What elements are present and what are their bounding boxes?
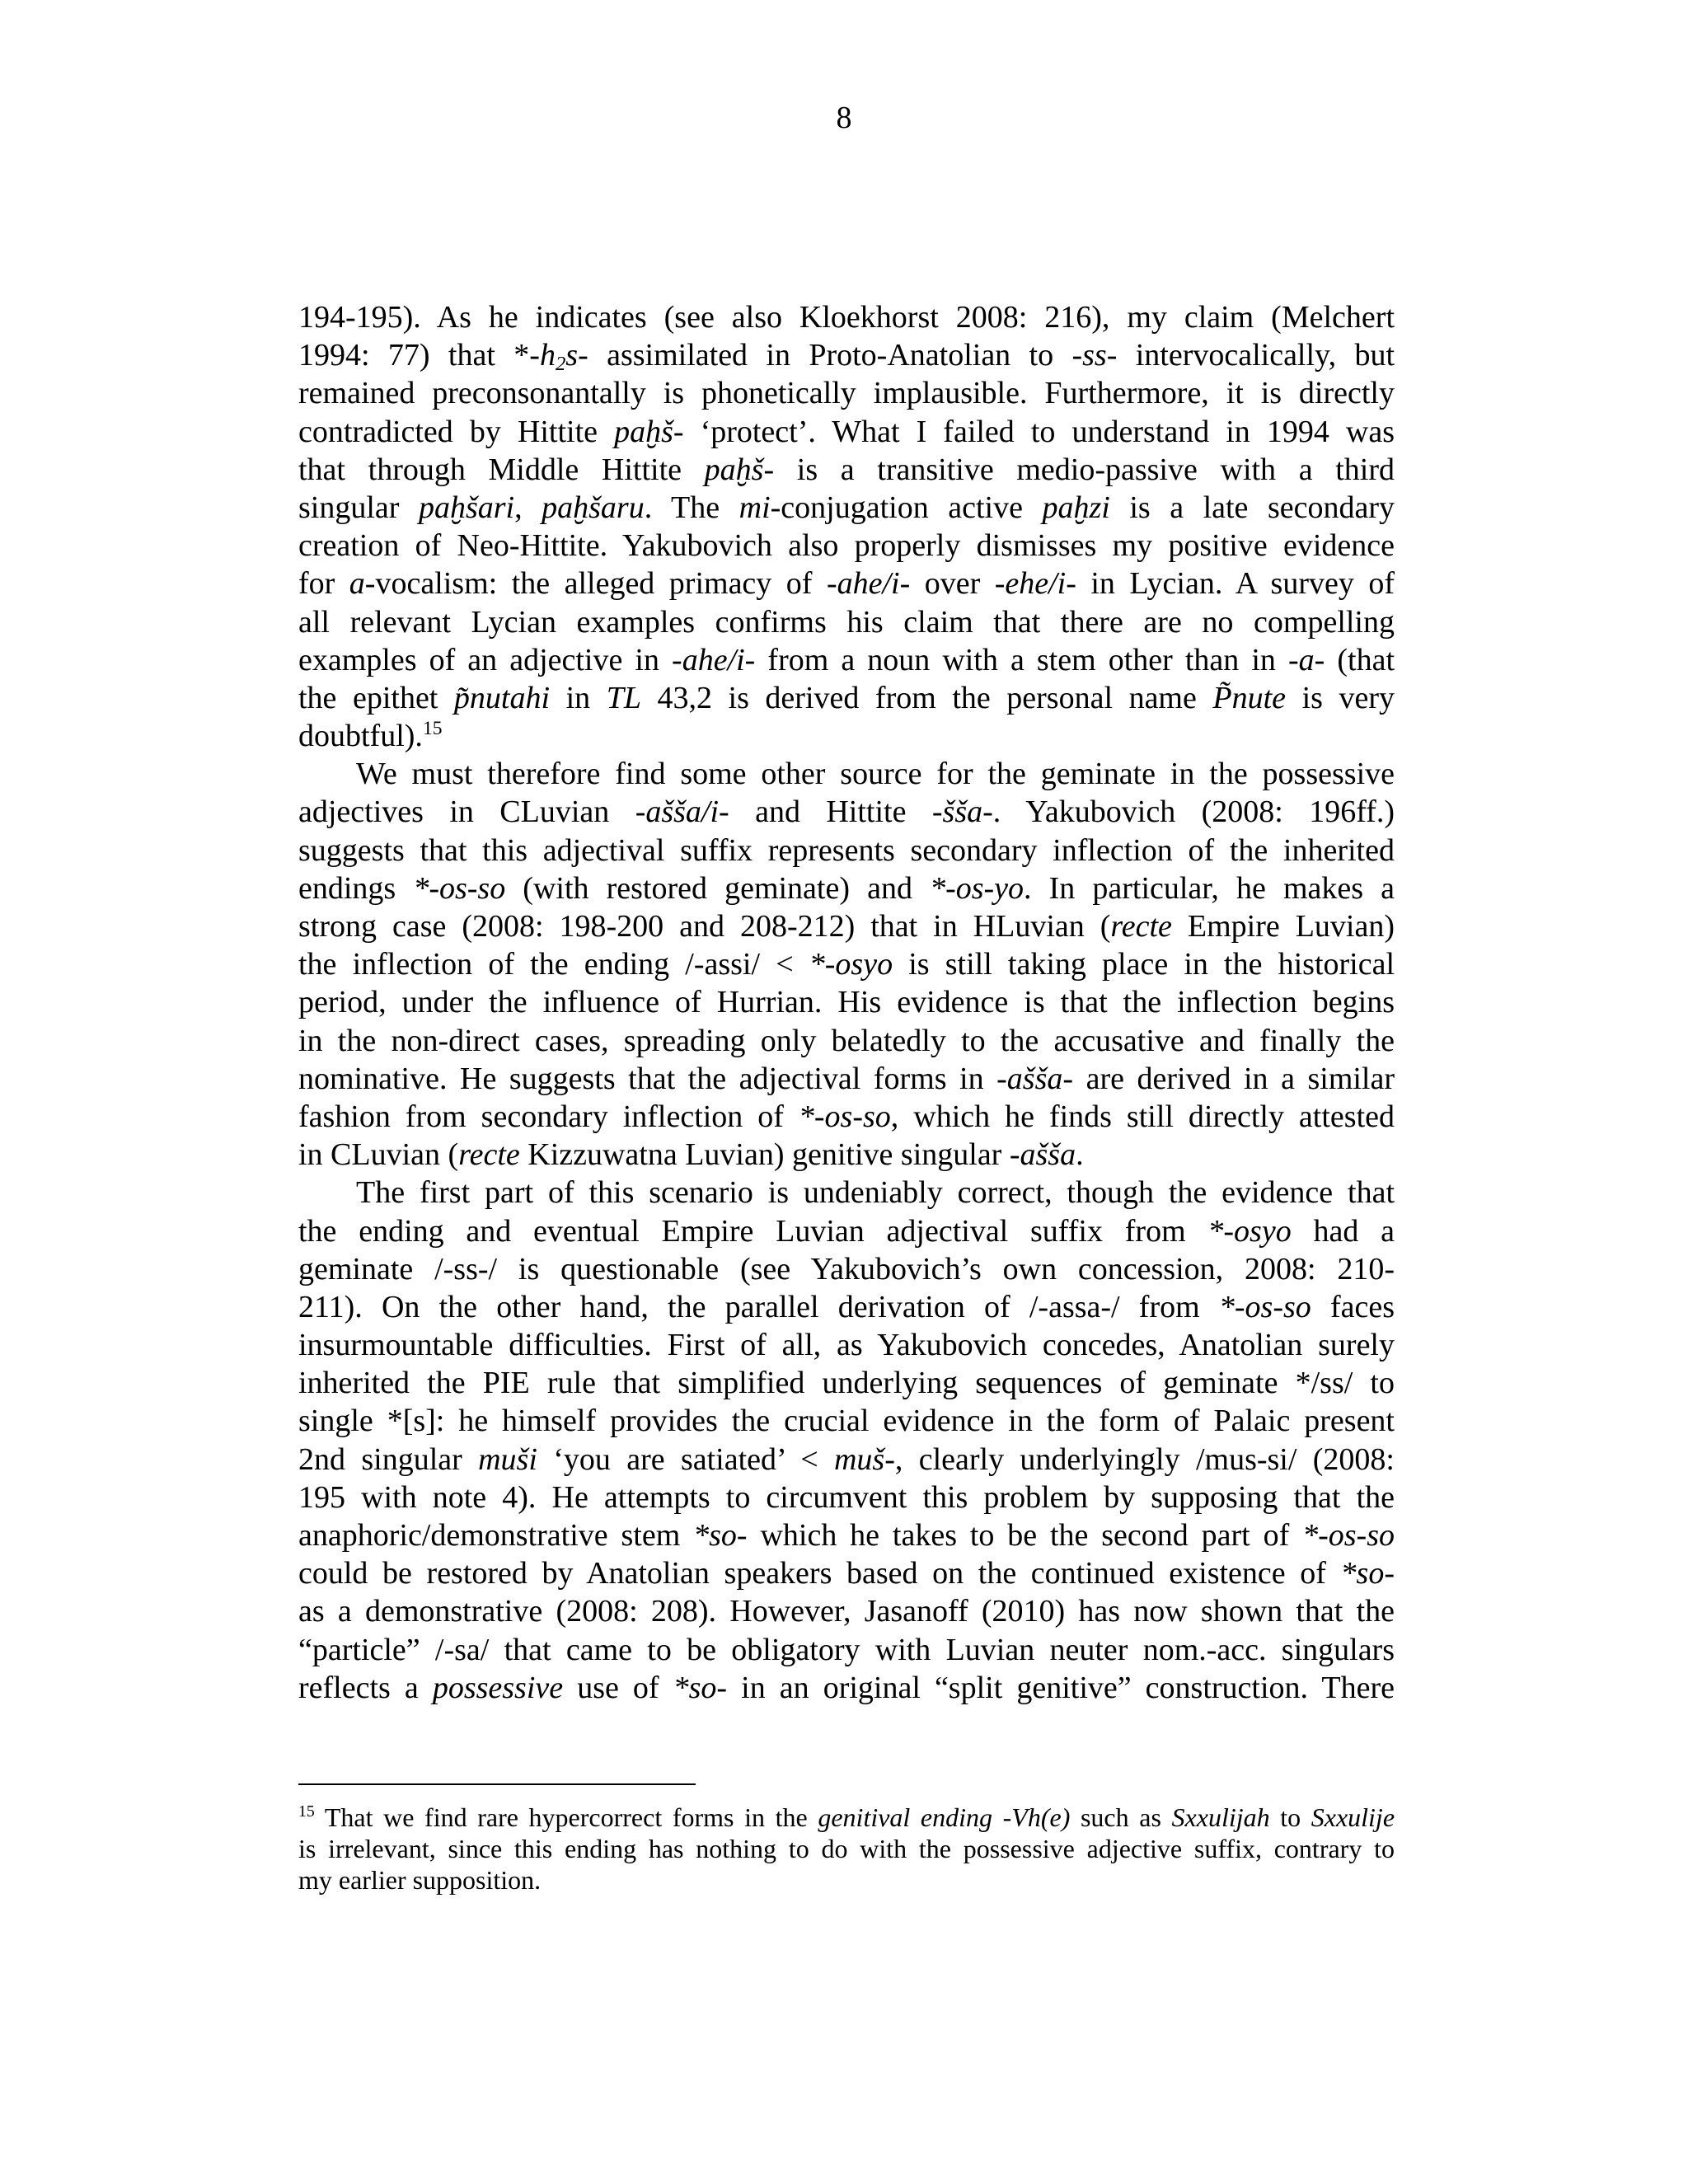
body-line bbox=[298, 1592, 1395, 1630]
body-line bbox=[298, 374, 1395, 412]
italic-term: paḫšaru bbox=[542, 490, 645, 525]
text-run: is very bbox=[1286, 680, 1395, 715]
body-line bbox=[298, 1060, 1395, 1098]
body-line bbox=[298, 298, 1395, 336]
italic-term: *so- bbox=[693, 1518, 748, 1553]
text-run: strong case (2008: 198-200 and 208-212) that in HLuvian ( bbox=[298, 909, 1111, 944]
footnote-line bbox=[298, 1802, 1395, 1833]
text-run: to bbox=[1269, 1802, 1311, 1832]
text-run: geminate /-ss-/ is questionable (see Yakubovich’s own concession, 2008: 210- bbox=[298, 1251, 1395, 1286]
text-run: in the non-direct cases, spreading only belatedly to the accusative and finally the bbox=[298, 1023, 1395, 1058]
text-run: the inflection of the ending /-assi/ < bbox=[298, 947, 809, 982]
italic-term: *-osyo bbox=[809, 947, 893, 982]
text-run: faces bbox=[1311, 1289, 1395, 1324]
body-line bbox=[298, 1174, 1395, 1212]
body-line bbox=[298, 679, 1395, 717]
text-run: 1994: 77) that *- bbox=[298, 338, 540, 373]
body-line bbox=[298, 641, 1395, 679]
footnote-15 bbox=[298, 1802, 1395, 1896]
text-run: are derived in a similar bbox=[1073, 1061, 1395, 1096]
body-line bbox=[298, 1288, 1395, 1326]
italic-term: paḫšari bbox=[418, 490, 515, 525]
text-run: is still taking place in the historical bbox=[893, 947, 1395, 982]
body-line bbox=[298, 413, 1395, 451]
body-line bbox=[298, 1326, 1395, 1364]
text-run: had a bbox=[1291, 1213, 1395, 1249]
italic-term: *so bbox=[673, 1670, 717, 1705]
text-run: from a noun with a stem other than in bbox=[755, 642, 1288, 677]
body-line bbox=[298, 755, 1395, 793]
body-line bbox=[298, 1402, 1395, 1440]
italic-term: *-os-so bbox=[413, 870, 506, 906]
italic-term: paḫzi bbox=[1042, 490, 1110, 525]
body-line bbox=[298, 565, 1395, 602]
italic-term: *so bbox=[1340, 1556, 1385, 1591]
text-run: - ‘protect’. What I failed to understand in 1994 was bbox=[673, 414, 1395, 449]
text-run: my earlier supposition. bbox=[298, 1865, 542, 1895]
body-line bbox=[298, 336, 1395, 374]
text-run: ‘you are satiated’ < bbox=[537, 1441, 834, 1477]
text-run: such as bbox=[1070, 1802, 1172, 1832]
text-run: single *[s]: he himself provides the crucial evidence in the form of Palaic present bbox=[298, 1404, 1395, 1439]
italic-term: -a- bbox=[1287, 642, 1325, 677]
text-run: , bbox=[514, 490, 542, 525]
italic-term: P̃nute bbox=[1212, 680, 1287, 715]
body-line bbox=[298, 1136, 1395, 1174]
italic-term: p̃nutahi bbox=[453, 680, 551, 715]
body-line bbox=[298, 451, 1395, 489]
italic-term: -ašša/i- bbox=[635, 794, 729, 830]
text-run: the ending and eventual Empire Luvian adjectival suffix from bbox=[298, 1213, 1208, 1249]
text-run: in CLuvian ( bbox=[298, 1137, 459, 1173]
text-run: contradicted by Hittite bbox=[298, 414, 615, 449]
text-run: Empire Luvian) bbox=[1171, 909, 1395, 944]
body-line bbox=[298, 1022, 1395, 1060]
text-run: adjectives in CLuvian bbox=[298, 794, 635, 830]
italic-term: Sxxulijah bbox=[1171, 1802, 1270, 1832]
text-run: - is a transitive medio-passive with a third bbox=[763, 452, 1395, 487]
text-run: endings bbox=[298, 870, 414, 906]
text-run: suggests that this adjectival suffix represents secondary inflection of the inherited bbox=[298, 832, 1395, 868]
footnote-marker: 15 bbox=[422, 717, 443, 739]
text-run: which he takes to be the second part of bbox=[747, 1518, 1303, 1553]
italic-term: h bbox=[539, 338, 556, 373]
body-line bbox=[298, 1364, 1395, 1402]
italic-term: *-os-so bbox=[798, 1099, 891, 1134]
italic-term: *-osyo bbox=[1207, 1213, 1292, 1249]
body-line bbox=[298, 1212, 1395, 1250]
body-line bbox=[298, 603, 1395, 641]
text-run: anaphoric/demonstrative stem bbox=[298, 1518, 694, 1553]
body-line bbox=[298, 717, 1395, 755]
text-run: that through Middle Hittite bbox=[298, 452, 705, 487]
text-run: -conjugation active bbox=[770, 490, 1043, 525]
text-run: is irrelevant, since this ending has nothing to do with the possessive adjective suffix, contrary to bbox=[298, 1834, 1395, 1863]
text-run: , which he finds still directly attested bbox=[890, 1099, 1395, 1134]
text-run: could be restored by Anatolian speakers based on the continued existence of bbox=[298, 1556, 1341, 1591]
page-number: 8 bbox=[836, 101, 852, 135]
text-run: 195 with note 4). He attempts to circumvent this problem by supposing that the bbox=[298, 1479, 1395, 1515]
text-run: nominative. He suggests that the adjectival forms in bbox=[298, 1061, 997, 1096]
italic-term: a bbox=[349, 566, 365, 602]
text-run: -, clearly underlyingly /mus-si/ (2008: bbox=[884, 1441, 1395, 1477]
text-run: 43,2 is derived from the personal name bbox=[640, 680, 1213, 715]
text-run: . In particular, he makes a bbox=[1024, 870, 1395, 906]
italic-term: paḫš bbox=[614, 414, 673, 449]
text-run: singular bbox=[298, 490, 419, 525]
text-run: - in an original “split genitive” construction. There bbox=[716, 1670, 1395, 1705]
body-line bbox=[298, 1631, 1395, 1669]
italic-term: recte bbox=[1110, 909, 1172, 944]
italic-term: muš bbox=[833, 1441, 885, 1477]
footnote-line bbox=[298, 1864, 1395, 1896]
body-line bbox=[298, 983, 1395, 1021]
body-line bbox=[298, 1516, 1395, 1554]
text-run: is a late secondary bbox=[1109, 490, 1395, 525]
body-line bbox=[298, 489, 1395, 527]
text-run: 194-195). As he indicates (see also Kloekhorst 2008: 216), my claim (Melchert bbox=[298, 300, 1395, 335]
text-run: - assimilated in Proto-Anatolian to - bbox=[578, 338, 1083, 373]
text-run: - bbox=[1384, 1556, 1395, 1591]
text-run: in bbox=[550, 680, 607, 715]
text-run: examples of an adjective in bbox=[298, 642, 673, 677]
text-run: - intervocalically, but bbox=[1106, 338, 1395, 373]
italic-term: s bbox=[565, 338, 579, 373]
text-run: That we find rare hypercorrect forms in the bbox=[314, 1802, 818, 1832]
text-run: Kizzuwatna Luvian) genitive singular bbox=[519, 1137, 1010, 1173]
text-run: (that bbox=[1325, 642, 1395, 677]
italic-term: *-os-yo bbox=[930, 870, 1025, 906]
text-run: -vocalism: the alleged primacy of bbox=[364, 566, 827, 602]
italic-term: recte bbox=[458, 1137, 520, 1173]
italic-term: muši bbox=[478, 1441, 537, 1477]
text-run: 2nd singular bbox=[298, 1441, 479, 1477]
footnote-marker: 15 bbox=[298, 1802, 315, 1821]
body-line bbox=[298, 527, 1395, 565]
body-line bbox=[298, 1250, 1395, 1288]
body-line bbox=[298, 793, 1395, 831]
text-run: remained preconsonantally is phonetically implausible. Furthermore, it is directly bbox=[298, 376, 1395, 411]
italic-term: *-os-so bbox=[1302, 1518, 1395, 1553]
body-line bbox=[298, 945, 1395, 983]
text-run: use of bbox=[563, 1670, 673, 1705]
body-line bbox=[298, 869, 1395, 907]
italic-term: -ehe/i- bbox=[994, 566, 1076, 602]
italic-term: -ašša bbox=[1009, 1137, 1076, 1173]
body-text bbox=[298, 298, 1395, 1707]
text-run: “particle” /-sa/ that came to be obligatory with Luvian neuter nom.-acc. singulars bbox=[298, 1632, 1395, 1667]
text-run: creation of Neo-Hittite. Yakubovich also properly dismisses my positive evidence bbox=[298, 528, 1395, 564]
italic-term: genitival ending -Vh(e) bbox=[818, 1802, 1071, 1832]
footnote-line bbox=[298, 1833, 1395, 1864]
italic-term: *-os-so bbox=[1218, 1289, 1311, 1324]
italic-term: -ašša- bbox=[996, 1061, 1074, 1096]
text-run: the epithet bbox=[298, 680, 454, 715]
text-run: and Hittite bbox=[729, 794, 932, 830]
text-run: doubtful). bbox=[298, 719, 423, 754]
text-run: 211). On the other hand, the parallel derivation of /-assa-/ from bbox=[298, 1289, 1219, 1324]
italic-term: -šša- bbox=[931, 794, 993, 830]
text-run: . bbox=[1076, 1137, 1084, 1173]
body-line bbox=[298, 1554, 1395, 1592]
body-line bbox=[298, 1669, 1395, 1707]
body-line bbox=[298, 907, 1395, 945]
italic-term: possessive bbox=[432, 1670, 564, 1705]
italic-term: -ahe/i- bbox=[826, 566, 911, 602]
text-run: The first part of this scenario is undeniably correct, though the evidence that bbox=[356, 1175, 1395, 1211]
italic-term: TL bbox=[606, 680, 641, 715]
text-run: inherited the PIE rule that simplified underlying sequences of geminate */ss/ to bbox=[298, 1366, 1395, 1401]
text-run: all relevant Lycian examples confirms his claim that there are no compelling bbox=[298, 604, 1395, 640]
italic-term: Sxxulije bbox=[1311, 1802, 1395, 1832]
text-run: We must therefore find some other source for the geminate in the possessive bbox=[356, 757, 1395, 792]
text-run: . The bbox=[644, 490, 739, 525]
text-run: over bbox=[910, 566, 995, 602]
italic-term: mi bbox=[738, 490, 771, 525]
body-line bbox=[298, 1479, 1395, 1516]
text-run: . Yakubovich (2008: 196ff.) bbox=[992, 794, 1395, 830]
italic-term: paḫš bbox=[704, 452, 764, 487]
body-line bbox=[298, 1098, 1395, 1136]
text-run: insurmountable difficulties. First of all, as Yakubovich concedes, Anatolian surely bbox=[298, 1328, 1395, 1363]
italic-term: -ahe/i- bbox=[672, 642, 756, 677]
italic-term: ss bbox=[1082, 338, 1107, 373]
body-line bbox=[298, 1441, 1395, 1479]
text-run: in Lycian. A survey of bbox=[1076, 566, 1395, 602]
footnote-divider bbox=[298, 1783, 696, 1785]
italic-term: 2 bbox=[555, 353, 566, 376]
text-run: period, under the influence of Hurrian. His evidence is that the inflection begins bbox=[298, 985, 1395, 1020]
body-line bbox=[298, 832, 1395, 869]
text-run: (with restored geminate) and bbox=[505, 870, 931, 906]
text-run: reflects a bbox=[298, 1670, 433, 1705]
text-run: as a demonstrative (2008: 208). However, Jasanoff (2010) has now shown that the bbox=[298, 1594, 1395, 1629]
text-run: fashion from secondary inflection of bbox=[298, 1099, 799, 1134]
text-run: for bbox=[298, 566, 349, 602]
